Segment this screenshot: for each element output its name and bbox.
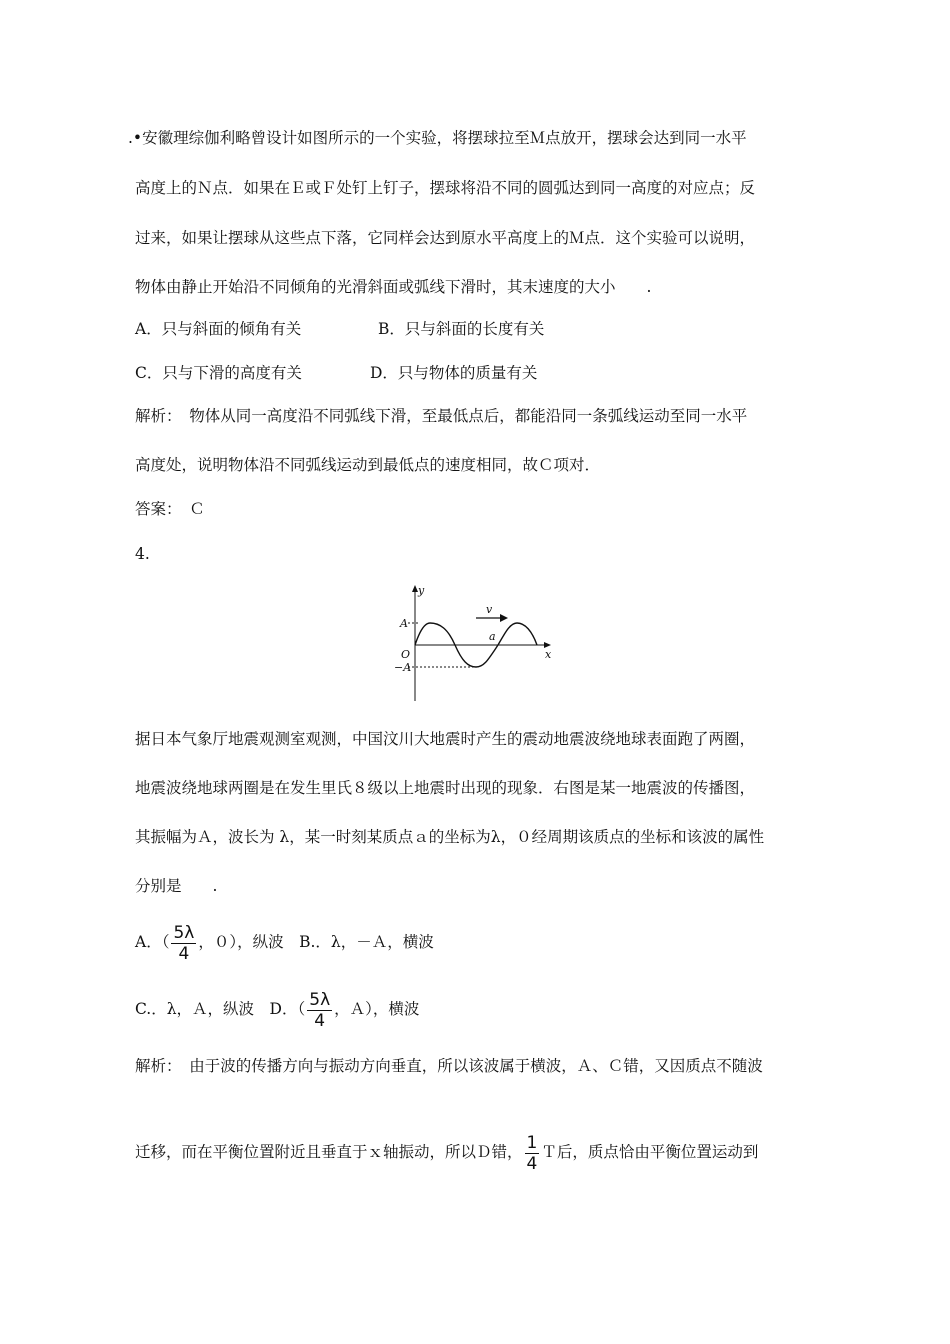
amplitude-neg-label: −A — [394, 661, 412, 674]
q3-line-1: .•安徽理综伽利略曾设计如图所示的一个实验，将摆球拉至Ｍ点放开，摆球会达到同一水平 — [128, 129, 747, 147]
fraction-denominator: 4 — [314, 1010, 326, 1031]
q4-option-c: C.．λ，Ａ，纵波 D．（ — [135, 1000, 306, 1018]
q4-line-3: 其振幅为Ａ，波长为 λ，某一时刻某质点ａ的坐标为λ，０经周期该质点的坐标和该波的属性 — [135, 828, 765, 846]
origin-label: O — [401, 648, 411, 661]
amplitude-pos-label: A — [400, 617, 408, 630]
fraction-5-lambda-over-4 — [171, 923, 196, 964]
wave-figure — [380, 583, 560, 703]
x-axis-label: x — [545, 648, 552, 661]
q3-answer: 答案： Ｃ — [135, 500, 205, 518]
q3-line-3: 过来，如果让摆球从这些点下落，它同样会达到原水平高度上的Ｍ点．这个实验可以说明， — [135, 229, 756, 247]
q4-analysis-1: 解析： 由于波的传播方向与振动方向垂直，所以该波属于横波，Ａ、Ｃ错，又因质点不随波 — [135, 1057, 763, 1075]
q4-option-ab — [135, 920, 434, 964]
fraction-5-lambda-over-4 — [307, 990, 332, 1031]
q4-option-d-suffix: ，Ａ），横波 — [334, 1000, 420, 1018]
q3-analysis-1: 解析： 物体从同一高度沿不同弧线下滑，至最低点后，都能沿同一条弧线运动至同一水平 — [135, 407, 748, 425]
q3-analysis-2: 高度处，说明物体沿不同弧线运动到最低点的速度相同，故Ｃ项对． — [135, 456, 601, 474]
q3-line-4: 物体由静止开始沿不同倾角的光滑斜面或弧线下滑时，其末速度的大小 . — [135, 278, 652, 296]
velocity-arrow-head-icon — [500, 614, 508, 622]
q4-analysis-2-prefix: 迁移，而在平衡位置附近且垂直于ｘ轴振动，所以Ｄ错， — [135, 1143, 523, 1161]
q4-option-cd — [135, 987, 419, 1031]
q4-option-a-suffix: ，０），纵波 B.．λ，－Ａ，横波 — [198, 933, 434, 951]
q4-line-2: 地震波绕地球两圈是在发生里氏８级以上地震时出现的现象．右图是某一地震波的传播图， — [135, 779, 756, 797]
q3-line-2: 高度上的Ｎ点．如果在Ｅ或Ｆ处钉上钉子，摆球将沿不同的圆弧达到同一高度的对应点；反 — [135, 179, 756, 197]
q4-line-4: 分别是 . — [135, 877, 218, 895]
velocity-label: v — [486, 603, 493, 616]
fraction-denominator: 4 — [178, 943, 190, 964]
fraction-numerator: 1 — [526, 1132, 538, 1153]
y-axis-label: y — [418, 584, 425, 597]
q3-option-c: C．只与下滑的高度有关 — [135, 364, 302, 382]
q4-analysis-2 — [135, 1130, 758, 1174]
fraction-denominator: 4 — [526, 1153, 538, 1174]
fraction-numerator: 5λ — [309, 989, 331, 1010]
q3-option-d: D．只与物体的质量有关 — [370, 364, 538, 382]
q4-number: 4. — [135, 545, 150, 563]
fraction-numerator: 5λ — [173, 922, 195, 943]
point-a-label: a — [489, 630, 496, 643]
q4-analysis-2-suffix: Ｔ后，质点恰由平衡位置运动到 — [541, 1143, 759, 1161]
q3-option-b: B．只与斜面的长度有关 — [378, 320, 545, 338]
q3-option-a: A．只与斜面的倾角有关 — [135, 320, 302, 338]
q4-option-a-prefix: A．（ — [135, 933, 170, 951]
q4-line-1: 据日本气象厅地震观测室观测，中国汶川大地震时产生的震动地震波绕地球表面跑了两圈， — [135, 730, 756, 748]
fraction-1-over-4 — [525, 1133, 540, 1174]
